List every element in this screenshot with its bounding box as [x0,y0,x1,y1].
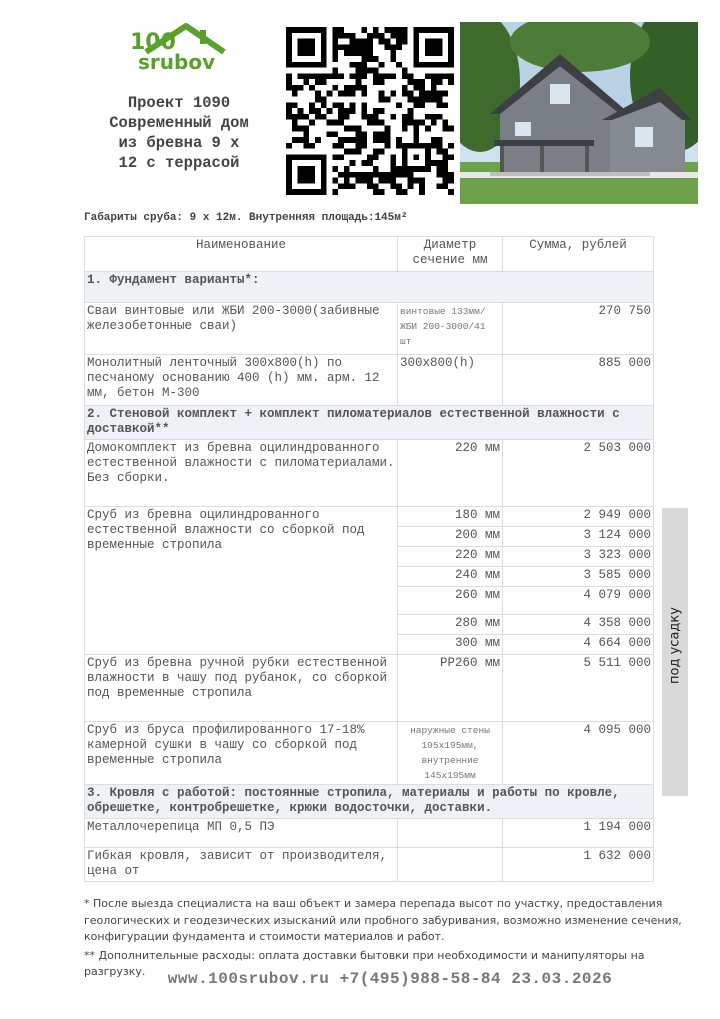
row-sum: 4 095 000 [503,722,654,785]
row-spec: 280 мм [398,615,503,635]
row-sum: 2 503 000 [503,440,654,507]
row-name: Сруб из бруса профилированного 17-18% камерной сушки в чашу со сборкой под временные стропила [85,722,398,785]
row-sum: 3 323 000 [503,547,654,567]
price-table [84,236,654,882]
footnote-1: * После выезда специалиста на ваш объект и замера перепада высот по участку, предоставления геологических и геодезических изысканий или пробного забуривания, возможно изменение сечения, конфигурации фундамента и стоимости материалов и работ. [84,897,682,943]
section-row [85,272,654,303]
row-sum: 1 632 000 [503,848,654,882]
row-spec: винтовые 133мм/ЖБИ 200-3000/41 шт [398,303,503,355]
row-spec [398,819,503,848]
section-roof: 3. Кровля с работой: постоянные стропила, материалы и работы по кровле, обрешетке, контробрешетке, крюки водосточки, доставки. [85,785,654,819]
row-sum: 1 194 000 [503,819,654,848]
row-sum: 3 124 000 [503,527,654,547]
section-walls: 2. Стеновой комплект + комплект пиломатериалов естественной влажности с доставкой** [85,406,654,440]
row-sum: 2 949 000 [503,507,654,527]
title-line: Современный дом [109,114,249,132]
row-spec: РР260 мм [398,655,503,722]
row-spec: 300х800(h) [398,355,503,406]
table-row [85,848,654,882]
section-row [85,785,654,819]
row-spec: 220 мм [398,547,503,567]
table-row [85,507,654,527]
row-name: Домокомплект из бревна оцилиндрованного естественной влажности с пиломатериалами. Без сборки. [85,440,398,507]
dimensions-line: Габариты сруба: 9 х 12м. Внутренняя площадь:145м² [84,212,408,224]
title-line: из бревна 9 х [118,134,240,152]
row-name: Монолитный ленточный 300х800(h) по песчаному основанию 400 (h) мм. арм. 12 мм, бетон М-300 [85,355,398,406]
shrinkage-side-label [662,508,688,796]
table-row [85,355,654,406]
row-sum: 4 079 000 [503,587,654,615]
project-title [84,93,274,173]
table-row [85,303,654,355]
row-spec: наружные стены 195х195мм, внутренние 145х195мм [398,722,503,785]
row-sum: 885 000 [503,355,654,406]
row-spec: 180 мм [398,507,503,527]
row-sum: 270 750 [503,303,654,355]
row-spec: 260 мм [398,587,503,615]
house-photo [460,22,698,204]
qr-code-icon[interactable] [286,27,454,195]
row-sum: 4 358 000 [503,615,654,635]
section-foundation: 1. Фундамент варианты*: [85,272,654,303]
logo-number: 100 [130,30,176,55]
row-sum: 5 511 000 [503,655,654,722]
row-name: Металлочерепица МП 0,5 ПЭ [85,819,398,848]
row-name: Сруб из бревна ручной рубки естественной влажности в чашу под рубанок, со сборкой под временные стропила [85,655,398,722]
logo-word: srubov [138,50,216,74]
row-sum: 3 585 000 [503,567,654,587]
row-spec [398,848,503,882]
title-line: Проект 1090 [127,94,231,112]
row-name: Сруб из бревна оцилиндрованного естественной влажности со сборкой под временные стропила [85,507,398,655]
footnotes [84,896,694,981]
row-name: Гибкая кровля, зависит от производителя, цена от [85,848,398,882]
row-name: Сваи винтовые или ЖБИ 200-3000(забивные железобетонные сваи) [85,303,398,355]
header-diameter: Диаметр сечение мм [398,237,503,272]
row-sum: 4 664 000 [503,635,654,655]
header-sum: Сумма, рублей [503,237,654,272]
header-name: Наименование [85,237,398,272]
table-row [85,655,654,722]
table-header-row [85,237,654,272]
row-spec: 300 мм [398,635,503,655]
side-label-text: под усадку [667,607,683,684]
table-row [85,440,654,507]
title-line: 12 с террасой [118,154,240,172]
table-row [85,722,654,785]
footer-contacts[interactable]: www.100srubov.ru +7(495)988-58-84 23.03.2026 [167,970,613,988]
section-row [85,406,654,440]
table-row [85,819,654,848]
row-spec: 200 мм [398,527,503,547]
row-spec: 220 мм [398,440,503,507]
row-spec: 240 мм [398,567,503,587]
footnote-2: ** Дополнительные расходы: оплата доставки бытовки при необходимости и манипуляторы на разгрузку. [84,948,645,978]
